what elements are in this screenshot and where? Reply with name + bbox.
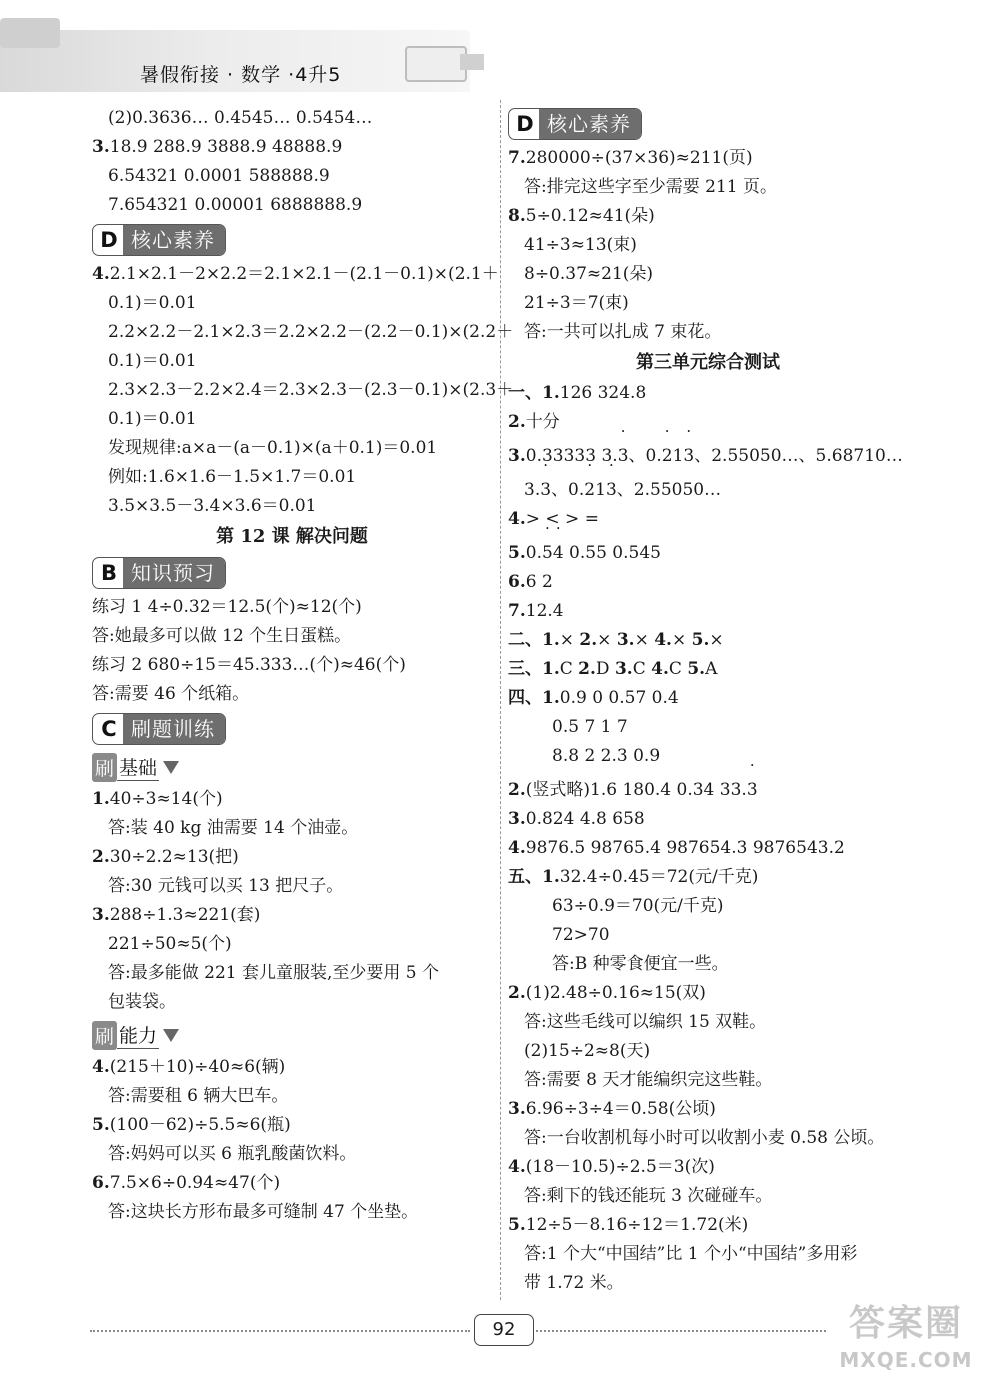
answer-text: 、0. <box>628 446 662 466</box>
question-number: 2. <box>578 659 596 679</box>
answer-line: 答:一共可以扎成 7 束花。 <box>524 322 722 342</box>
question-number: 4. <box>508 509 526 529</box>
section-badge-d <box>508 104 908 144</box>
answer-line <box>92 843 492 872</box>
subsection-text: 能力 <box>117 1021 159 1049</box>
answer-line <box>508 505 908 534</box>
page-number: 92 <box>474 1314 534 1346</box>
answer-text: (18－10.5)÷2.5＝3(次) <box>525 1157 715 1177</box>
answer-line <box>508 568 908 597</box>
question-number: 7. <box>508 148 526 168</box>
question-number: 3. <box>508 809 526 829</box>
answer-line <box>508 437 908 471</box>
question-number: 1. <box>92 789 110 809</box>
answer-line: 3.5×3.5－3.4×3.6＝0.01 <box>108 496 317 516</box>
watermark-text: 答案圈 <box>848 1303 963 1344</box>
answer-line: 0.1)＝0.01 <box>108 351 197 371</box>
answer-line: 221÷50≈5(个) <box>108 934 232 954</box>
badge-text: 知识预习 <box>123 558 225 588</box>
answer-line: 答:这块长方形布最多可缝制 47 个坐垫。 <box>108 1202 419 1222</box>
answer-line: 发现规律:a×a－(a－0.1)×(a＋0.1)＝0.01 <box>108 438 438 458</box>
question-number: 4. <box>508 1157 526 1177</box>
question-number: 7. <box>508 601 526 621</box>
lesson-heading: 第 12 课 解决问题 <box>216 526 368 547</box>
question-number: 5. <box>508 1215 526 1235</box>
answer-line: 答:排完这些字至少需要 211 页。 <box>524 177 777 197</box>
answer-line: 例如:1.6×1.6－1.5×1.7＝0.01 <box>108 467 357 487</box>
repeating-digit: · 3 <box>540 471 551 509</box>
badge <box>92 713 226 745</box>
answer-text: 十分 <box>525 412 560 432</box>
answer-text: 0.33333 3. <box>525 446 618 466</box>
header-decoration <box>405 46 467 82</box>
answer-line: 答:一台收割机每小时可以收割小麦 0.58 公顷。 <box>524 1128 885 1148</box>
answer-line <box>92 1053 492 1082</box>
answer-line <box>92 901 492 930</box>
question-number: 2. <box>508 983 526 1003</box>
answer-text: (100－62)÷5.5≈6(瓶) <box>109 1115 291 1135</box>
repeating-digit: · 4 <box>553 534 564 572</box>
answer-line <box>508 144 908 173</box>
answer-text: 6 2 <box>525 572 553 592</box>
answer-text: > < > = <box>525 509 599 529</box>
right-column <box>508 104 908 1298</box>
question-number: 4. <box>654 630 672 650</box>
answer-line: 7.654321 0.00001 6888888.9 <box>108 195 363 215</box>
question-number: 4. <box>508 838 526 858</box>
question-number: 一、1. <box>508 383 560 403</box>
question-number: 三、1. <box>508 659 560 679</box>
answer-line <box>508 626 908 655</box>
answer-text: 126 324.8 <box>559 383 647 403</box>
answer-text: × <box>559 630 580 650</box>
answer-text: 3. <box>524 480 541 500</box>
answer-line: 答:需要 8 天才能编织完这些鞋。 <box>524 1070 773 1090</box>
answer-line <box>508 979 908 1008</box>
answer-line: 答:装 40 kg 油需要 14 个油壶。 <box>108 818 359 838</box>
answer-line: 2.3×2.3－2.2×2.4＝2.3×2.3－(2.3－0.1)×(2.3＋ <box>108 380 514 400</box>
answer-text: 0. <box>525 543 542 563</box>
answer-line: 8.8 2 2.3 0.9 <box>552 746 661 766</box>
answer-line <box>508 684 908 713</box>
question-number: 4. <box>651 659 669 679</box>
answer-line <box>508 379 908 408</box>
answer-line <box>508 1153 908 1182</box>
answer-line <box>92 785 492 814</box>
answer-text: 5÷0.12≈41(朵) <box>525 206 655 226</box>
answer-line: 答:需要租 6 辆大巴车。 <box>108 1086 289 1106</box>
answer-line <box>508 202 908 231</box>
subsection-prefix: 刷 <box>92 753 117 782</box>
section-badge-b <box>92 553 492 593</box>
badge-letter: D <box>516 112 534 136</box>
answer-line: 带 1.72 米。 <box>524 1273 624 1293</box>
repeating-digit: · 3 <box>618 437 629 475</box>
answer-text: C <box>668 659 688 679</box>
badge-text: 核心素养 <box>123 225 225 255</box>
question-number: 3. <box>92 137 110 157</box>
answer-line: (2)15÷2≈8(天) <box>524 1041 651 1061</box>
subsection-text: 基础 <box>117 753 159 781</box>
subsection-tag <box>92 1021 179 1050</box>
answer-line <box>508 597 908 626</box>
answer-text: 18.9 288.9 3888.9 48888.9 <box>109 137 343 157</box>
badge-letter: C <box>101 717 117 741</box>
question-number: 3. <box>614 659 633 679</box>
header-decoration <box>0 18 60 48</box>
answer-text: 、0. <box>551 480 585 500</box>
answer-text: 12÷5－8.16÷12＝1.72(米) <box>525 1215 749 1235</box>
answer-text: 12.4 <box>525 601 564 621</box>
header-decoration <box>460 54 484 70</box>
answer-line: 练习 2 680÷15＝45.333…(个)≈46(个) <box>92 655 406 675</box>
triangle-down-icon <box>163 761 179 774</box>
question-number: 5. <box>508 543 526 563</box>
question-number: 2. <box>92 847 110 867</box>
answer-text: A <box>705 659 718 679</box>
answer-text: 7.5×6÷0.94≈47(个) <box>109 1173 281 1193</box>
answer-line <box>92 133 492 162</box>
answer-line <box>508 471 908 505</box>
question-number: 2. <box>508 412 526 432</box>
answer-line <box>92 1111 492 1140</box>
answer-line <box>508 408 908 437</box>
section-badge-c <box>92 709 492 749</box>
answer-line <box>92 1169 492 1198</box>
question-number: 6. <box>92 1173 110 1193</box>
answer-text: 280000÷(37×36)≈211(页) <box>525 148 753 168</box>
column-divider <box>500 100 501 1300</box>
subsection-prefix: 刷 <box>92 1021 117 1050</box>
badge <box>92 224 226 256</box>
watermark-url: MXQE.COM <box>839 1348 973 1372</box>
answer-text: 40÷3≈14(个) <box>109 789 223 809</box>
repeating-digit: · 3 <box>606 471 617 509</box>
answer-text: 9876.5 98765.4 987654.3 9876543.2 <box>525 838 845 858</box>
answer-line: 6.54321 0.0001 588888.9 <box>108 166 330 186</box>
answer-line <box>508 1211 908 1240</box>
answer-line: 答:30 元钱可以买 13 把尺子。 <box>108 876 344 896</box>
question-number: 3. <box>508 446 526 466</box>
question-number: 五、1. <box>508 867 560 887</box>
answer-line <box>508 534 908 568</box>
subsection-ability <box>92 1017 492 1053</box>
answer-line: 2.2×2.2－2.1×2.3＝2.2×2.2－(2.2－0.1)×(2.2＋ <box>108 322 514 342</box>
repeating-digit: · 2 <box>662 437 673 475</box>
badge-text: 刷题训练 <box>123 714 225 744</box>
repeating-digit: · 5 <box>542 534 553 572</box>
answer-text: × <box>671 630 692 650</box>
answer-line: 63÷0.9＝70(元/千克) <box>552 896 724 916</box>
answer-text: 0.55 0.545 <box>563 543 661 563</box>
badge-text: 核心素养 <box>539 109 641 139</box>
repeating-digit: · 3 <box>747 771 758 809</box>
badge-letter: D <box>100 228 118 252</box>
badge <box>508 108 642 140</box>
answer-text: 288÷1.3≈221(套) <box>109 905 261 925</box>
answer-line <box>508 771 908 805</box>
answer-text: × <box>634 630 655 650</box>
question-number: 二、1. <box>508 630 560 650</box>
answer-line: 答:最多能做 221 套儿童服装,至少要用 5 个 <box>108 963 440 983</box>
answer-text: 、2.55050… <box>616 480 722 500</box>
answer-text: 6.96÷3÷4＝0.58(公顷) <box>525 1099 716 1119</box>
question-number: 四、1. <box>508 688 560 708</box>
answer-text: 2.1×2.1－2×2.2＝2.1×2.1－(2.1－0.1)×(2.1＋ <box>109 264 499 284</box>
answer-line: 答:1 个大“中国结”比 1 个小“中国结”多用彩 <box>524 1244 858 1264</box>
answer-text: × <box>597 630 617 650</box>
answer-line <box>508 834 908 863</box>
section-badge-d <box>92 220 492 260</box>
header-title: 暑假衔接 · 数学 ·4升5 <box>140 64 342 86</box>
answer-text: 1 <box>672 446 684 466</box>
question-number: 3. <box>616 630 635 650</box>
badge-letter: B <box>100 561 117 585</box>
watermark-logo <box>826 1300 986 1390</box>
triangle-down-icon <box>163 1029 179 1042</box>
question-number: 3. <box>508 1099 526 1119</box>
answer-line <box>508 805 908 834</box>
answer-line: 答:这些毛线可以编织 15 双鞋。 <box>524 1012 767 1032</box>
question-number: 3. <box>92 905 110 925</box>
answer-text: (215＋10)÷40≈6(辆) <box>109 1057 286 1077</box>
answer-text: D <box>595 659 615 679</box>
answer-line: 41÷3≈13(束) <box>524 235 637 255</box>
answer-line: 包装袋。 <box>108 992 176 1012</box>
answer-text: × <box>709 630 724 650</box>
answer-line: 21÷3＝7(束) <box>524 293 629 313</box>
question-number: 2. <box>579 630 598 650</box>
answer-line: 0.5 7 1 7 <box>552 717 628 737</box>
answer-line: 答:剩下的钱还能玩 3 次碰碰车。 <box>524 1186 773 1206</box>
answer-line: 答:需要 46 个纸箱。 <box>92 684 250 704</box>
subsection-basic <box>92 749 492 785</box>
badge <box>92 557 226 589</box>
subsection-tag <box>92 753 179 782</box>
question-number: 2. <box>508 780 526 800</box>
question-number: 5. <box>92 1115 110 1135</box>
answer-text: 0.824 4.8 658 <box>525 809 645 829</box>
answer-line: 答:妈妈可以买 6 瓶乳酸菌饮料。 <box>108 1144 357 1164</box>
answer-text: C <box>559 659 579 679</box>
question-number: 5. <box>691 630 710 650</box>
answer-text: 0.9 0 0.57 0.4 <box>559 688 679 708</box>
unit-test-heading: 第三单元综合测试 <box>636 352 780 373</box>
answer-text: (1)2.48÷0.16≈15(双) <box>525 983 706 1003</box>
answer-line: 8÷0.37≈21(朵) <box>524 264 654 284</box>
question-number: 5. <box>687 659 706 679</box>
repeating-digit: · 2 <box>584 471 595 509</box>
answer-text: 32.4÷0.45＝72(元/千克) <box>559 867 759 887</box>
answer-line: 答:B 种零食便宜一些。 <box>552 954 729 974</box>
answer-line <box>508 1095 908 1124</box>
answer-text: (竖式略)1.6 180.4 0.34 33. <box>525 780 747 800</box>
footer-dotted-line <box>90 1330 470 1332</box>
answer-line <box>92 260 499 289</box>
answer-line: 72>70 <box>552 925 610 945</box>
answer-text: C <box>632 659 652 679</box>
answer-text: 1 <box>595 480 606 500</box>
question-number: 8. <box>508 206 526 226</box>
question-number: 4. <box>92 1057 110 1077</box>
question-number: 4. <box>92 264 110 284</box>
answer-line: (2)0.3636… 0.4545… 0.5454… <box>108 108 373 128</box>
answer-text: 30÷2.2≈13(把) <box>109 847 239 867</box>
question-number: 6. <box>508 572 526 592</box>
answer-line <box>508 863 908 892</box>
left-column <box>92 104 514 1227</box>
answer-line <box>508 655 908 684</box>
footer-dotted-line <box>536 1330 826 1332</box>
answer-line: 0.1)＝0.01 <box>108 293 197 313</box>
repeating-digit: · 3 <box>683 437 694 475</box>
answer-line: 答:她最多可以做 12 个生日蛋糕。 <box>92 626 352 646</box>
answer-line: 0.1)＝0.01 <box>108 409 197 429</box>
answer-text: 、2.55050…、5.68710… <box>694 446 903 466</box>
answer-line: 练习 1 4÷0.32＝12.5(个)≈12(个) <box>92 597 362 617</box>
